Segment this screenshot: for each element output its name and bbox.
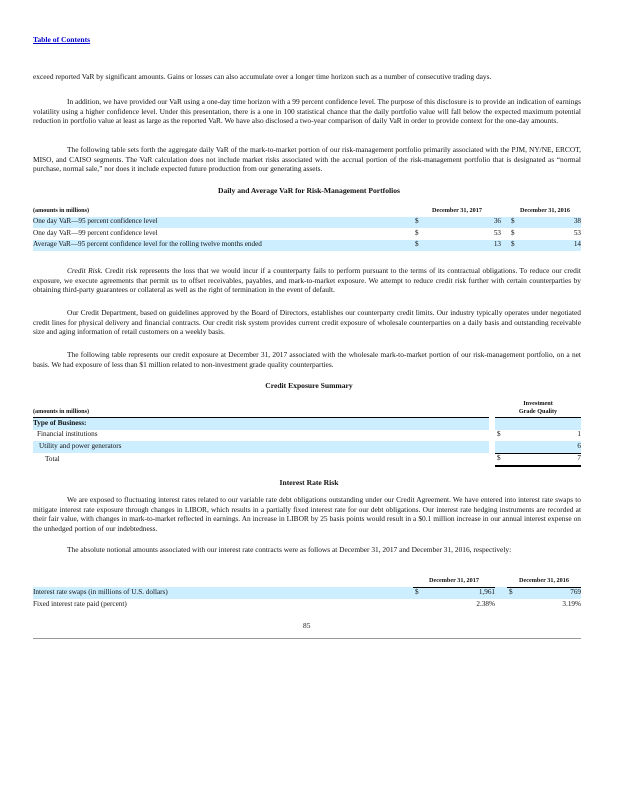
row-label: One day VaR—95 percent confidence level [33, 217, 413, 229]
dollar-sign [495, 441, 509, 453]
dollar-sign: $ [413, 240, 425, 252]
page-bottom-rule [33, 638, 581, 639]
paragraph-credit-table-intro [33, 350, 581, 369]
section-row [33, 418, 581, 430]
interest-rate-risk-title: Interest Rate Risk [279, 478, 339, 487]
paragraph-credit-risk [33, 266, 581, 295]
column-header-2016: December 31, 2016 [507, 575, 581, 587]
dollar-sign: $ [415, 228, 419, 237]
credit-table-header [33, 400, 581, 418]
row-label: Fixed interest rate paid (percent) [33, 599, 127, 608]
dollar-sign: $ [413, 217, 425, 229]
dollar-sign: $ [511, 228, 515, 237]
value-2016: 53 [573, 228, 581, 237]
column-header-line: Investment [523, 400, 553, 407]
credit-exposure-table [33, 400, 581, 467]
dollar-sign: $ [495, 453, 509, 466]
paragraph-text: In addition, we have provided our VaR using a one-day time horizon with a 99 percent confidence level. The purpose of this disclosure is to provide an indication of earnings volatility using a higher confidence level. Under this presentation, there is a one in 100 statistical chance that the daily portfolio value will fall below the expected maximum potential reduction in portfolio value at least as large as the reported VaR. We have also disclosed a two-year comparison of daily VaR in order to provide context for the one-day amounts. [33, 97, 581, 126]
credit-risk-label: Credit Risk. [67, 266, 103, 275]
column-header-2017: December 31, 2017 [413, 575, 495, 587]
value-2017: 2.38% [476, 599, 495, 608]
value: 6 [509, 441, 581, 453]
interest-rate-table [33, 575, 581, 611]
row-label: Utility and power generators [33, 441, 489, 453]
row-label: One day VaR—99 percent confidence level [33, 228, 158, 237]
dollar-sign: $ [413, 587, 425, 599]
paragraph-text: We are exposed to fluctuating interest rates related to our variable rate debt obligations outstanding under our Credit Agreement. We have entered into interest rate swaps to mitigate interest rate exposure through changes in LIBOR, which results in a partially fixed interest rate for our debt obligations. Our interest rate hedging instruments are recorded at their fair value, with changes in mark-to-market reflected in earnings. An increase in LIBOR by 25 basis points would result in a $0.1 million increase in our annual interest expense on the unhedged portion of our indebtedness. [33, 495, 581, 533]
paragraph-var-addition [33, 97, 581, 126]
value-2016: 769 [519, 587, 581, 599]
value-2017: 53 [493, 228, 501, 237]
row-label: Total [45, 454, 60, 463]
paragraph-credit-department [33, 308, 581, 337]
row-label: Average VaR—95 percent confidence level for the rolling twelve months ended [33, 240, 413, 252]
table-row [33, 599, 581, 611]
table-row [33, 430, 581, 442]
row-label: Financial institutions [37, 430, 98, 439]
column-header-2016: December 31, 2016 [520, 206, 570, 214]
page-number: 85 [303, 621, 311, 630]
value-2016: 3.19% [562, 599, 581, 608]
var-table [33, 205, 581, 251]
paragraph-text: Credit risk represents the loss that we would incur if a counterparty fails to perform pursuant to the terms of its contractual obligations. To reduce our credit exposure, we execute agreements that permit us to offset receivables, payables, and mark-to-market exposure. We attempt to reduce credit risk further with certain counterparties by obtaining third-party guarantees or collateral as well as the right of termination in the event of default. [33, 266, 581, 295]
table-of-contents-link[interactable]: Table of Contents [33, 35, 91, 44]
table-row [33, 217, 581, 229]
table-row [33, 228, 581, 240]
row-label: Interest rate swaps (in millions of U.S. dollars) [33, 587, 413, 599]
paragraph-text: The absolute notional amounts associated with our interest rate contracts were as follows at December 31, 2017 and December 31, 2016, respectively: [67, 545, 512, 554]
paragraph-var-carryover: exceed reported VaR by significant amounts. Gains or losses can also accumulate over a longer time horizon such as a number of consecutive trading days. [33, 72, 492, 81]
var-table-header [33, 205, 581, 217]
table-row [33, 441, 581, 453]
var-table-title: Daily and Average VaR for Risk-Management Portfolios [218, 186, 400, 195]
column-header-investment-grade [495, 400, 581, 418]
value: 1 [577, 430, 581, 439]
dollar-sign: $ [497, 430, 501, 439]
column-header-line: Grade Quality [518, 407, 558, 415]
table-row-total [33, 453, 581, 466]
dollar-sign: $ [507, 587, 519, 599]
paragraph-interest-rate [33, 495, 581, 533]
paragraph-text: The following table sets forth the aggregate daily VaR of the mark-to-market portion of our risk-management portfolio primarily associated with the PJM, NY/NE, ERCOT, MISO, and CAISO segments. The VaR calculation does not include market risks associated with the accrual portion of the risk-management portfolio that is designated as “normal purchase, normal sale,” nor does it include expected future production from our generating assets. [33, 145, 581, 174]
value-2017: 36 [425, 217, 501, 229]
paragraph-var-table-intro [33, 145, 581, 174]
paragraph-text: Our Credit Department, based on guidelines approved by the Board of Directors, establishes our counterparty credit limits. Our industry typically operates under negotiated credit lines for physical delivery and financial contracts. Our credit risk system provides current credit exposure of wholesale counterparties on a daily basis and outstanding receivable size and aging information of retail customers on a weekly basis. [33, 308, 581, 337]
value-2016: 14 [521, 240, 581, 252]
units-label: (amounts in millions) [33, 400, 489, 418]
paragraph-notional [33, 545, 581, 555]
value-2017: 1,961 [425, 587, 495, 599]
value-2016: 38 [521, 217, 581, 229]
dollar-sign: $ [509, 240, 521, 252]
table-row [33, 240, 581, 252]
column-header-2017: December 31, 2017 [432, 206, 482, 214]
units-label: (amounts in millions) [33, 206, 90, 214]
paragraph-text: The following table represents our credit exposure at December 31, 2017 associated with the wholesale mark-to-market portion of our risk-management portfolio, on a net basis. We had exposure of less than $1 million related to non-investment grade quality counterparties. [33, 350, 581, 369]
dollar-sign: $ [509, 217, 521, 229]
value-2017: 13 [425, 240, 501, 252]
credit-table-title: Credit Exposure Summary [265, 381, 353, 390]
interest-table-header [33, 575, 581, 587]
table-row [33, 587, 581, 599]
section-label: Type of Business: [33, 418, 489, 430]
value: 7 [509, 453, 581, 466]
